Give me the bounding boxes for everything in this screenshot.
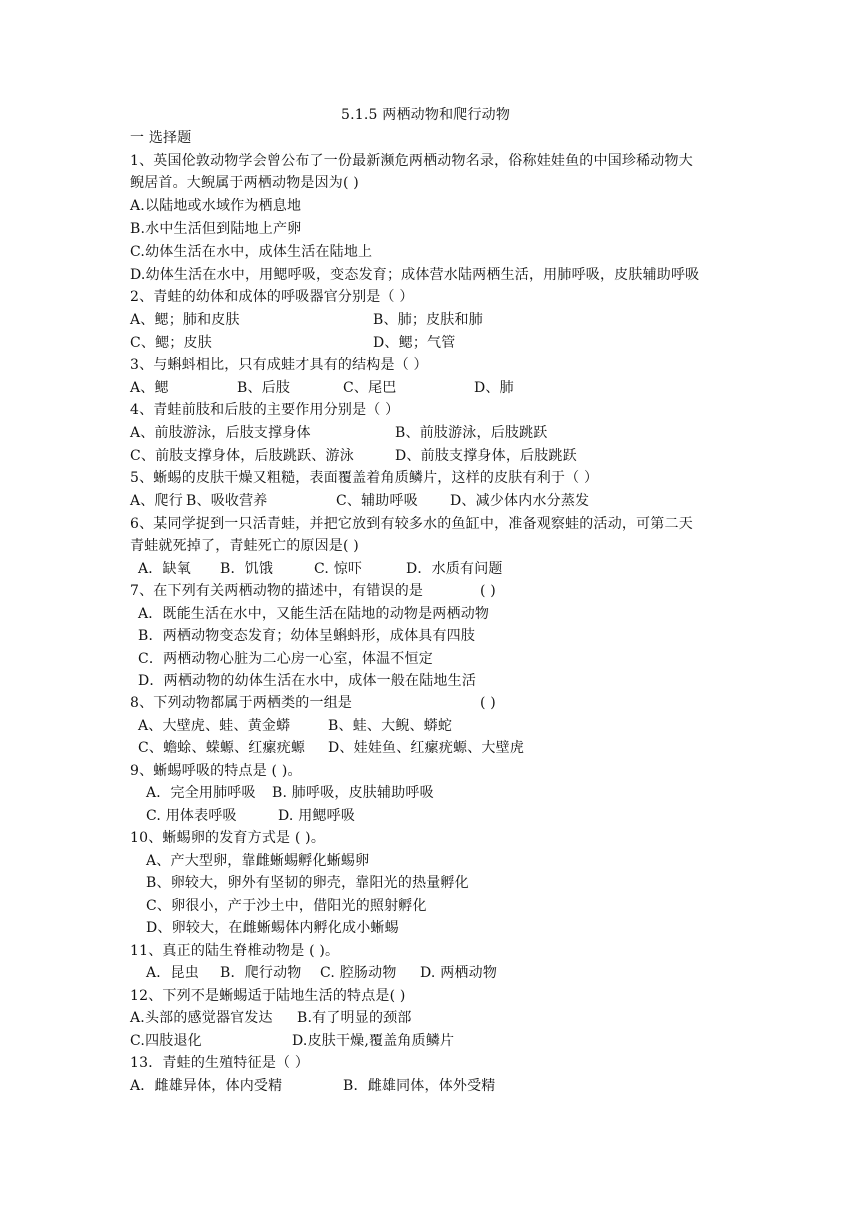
option-text: C. 用体表呼吸 <box>146 808 237 824</box>
option-text: A、鳃 <box>130 380 169 396</box>
option-text: C、蟾蜍、蝾螈、红瘰疣螈 <box>138 740 306 756</box>
option-text: D. 用鳃呼吸 <box>278 808 356 824</box>
option-text: B、吸收营养 <box>186 493 268 509</box>
option-text: B、前肢游泳，后肢跳跃 <box>395 425 548 441</box>
option-text: D. 两栖动物 <box>420 965 498 981</box>
question-line: 11、真正的陆生脊椎动物是 ( )。 <box>130 943 340 959</box>
question-line: 5、蜥蜴的皮肤干燥又粗糙，表面覆盖着角质鳞片，这样的皮肤有利于（ ） <box>130 470 599 486</box>
question-line: A.以陆地或水域作为栖息地 <box>130 198 302 214</box>
question-line: 鲵居首。大鲵属于两栖动物是因为( ) <box>130 175 359 191</box>
question-line: D、卵较大，在雌蜥蜴体内孵化成小蜥蜴 <box>146 920 399 936</box>
question-line: 12、下列不是蜥蜴适于陆地生活的特点是( ) <box>130 988 406 1004</box>
page-title: 5.1.5 两栖动物和爬行动物 <box>341 107 511 123</box>
question-line: C、卵很小，产于沙土中，借阳光的照射孵化 <box>146 898 427 914</box>
option-text: C. 惊吓 <box>314 561 363 577</box>
question-line: B、卵较大，卵外有坚韧的卵壳，靠阳光的热量孵化 <box>146 875 469 891</box>
question-line: 青蛙就死掉了，青蛙死亡的原因是( ) <box>130 538 359 554</box>
option-text: A．完全用肺呼吸 <box>146 785 256 801</box>
question-line: 9、蜥蜴呼吸的特点是 ( )。 <box>130 763 302 779</box>
option-text: C、鳃；皮肤 <box>130 335 212 351</box>
option-text: B．饥饿 <box>220 561 274 577</box>
option-text: B、蛙、大鲵、蟒蛇 <box>328 718 453 734</box>
question-line: 13．青蛙的生殖特征是（ ） <box>130 1055 310 1071</box>
question-line: C.幼体生活在水中，成体生活在陆地上 <box>130 244 373 260</box>
option-text: A、爬行 <box>130 493 183 509</box>
option-text: A．雌雄异体，体内受精 <box>130 1078 283 1094</box>
question-line: 4、青蛙前肢和后肢的主要作用分别是（ ） <box>130 402 400 418</box>
option-text: A、大壁虎、蛙、黄金蟒 <box>138 718 291 734</box>
question-line: B.水中生活但到陆地上产卵 <box>130 221 302 237</box>
option-text: B．雌雄同体，体外受精 <box>343 1078 496 1094</box>
option-text: A、鳃；肺和皮肤 <box>130 312 240 328</box>
question-line: D.幼体生活在水中，用鳃呼吸，变态发育；成体营水陆两栖生活，用肺呼吸，皮肤辅助呼吸 <box>130 267 700 283</box>
question-line: 2、青蛙的幼体和成体的呼吸器官分别是（ ） <box>130 289 414 305</box>
option-text: D.皮肤干燥,覆盖角质鳞片 <box>292 1033 455 1049</box>
option-text: A．昆虫 <box>146 965 199 981</box>
option-text: ( ) <box>480 695 496 711</box>
option-text: B、后肢 <box>237 380 291 396</box>
question-line: D．两栖动物的幼体生活在水中，成体一般在陆地生活 <box>138 673 477 689</box>
question-line: B．两栖动物变态发育；幼体呈蝌蚪形，成体具有四肢 <box>138 628 476 644</box>
option-text: C、尾巴 <box>343 380 397 396</box>
option-text: C. 腔肠动物 <box>320 965 397 981</box>
question-line: 1、英国伦敦动物学会曾公布了一份最新濒危两栖动物名录，俗称娃娃鱼的中国珍稀动物大 <box>130 153 693 169</box>
option-text: B．爬行动物 <box>220 965 302 981</box>
option-text: B. 肺呼吸，皮肤辅助呼吸 <box>272 785 434 801</box>
option-text: A．缺氧 <box>138 561 191 577</box>
question-line: C．两栖动物心脏为二心房一心室，体温不恒定 <box>138 651 433 667</box>
option-text: 8、下列动物都属于两栖类的一组是 <box>130 695 353 711</box>
question-line: 3、与蝌蚪相比，只有成蛙才具有的结构是（ ） <box>130 357 428 373</box>
option-text: 7、在下列有关两栖动物的描述中，有错误的是 <box>130 583 424 599</box>
section-heading: 一 选择题 <box>130 130 192 146</box>
option-text: D．水质有问题 <box>406 561 503 577</box>
question-line: 10、蜥蜴卵的发育方式是 ( )。 <box>130 830 326 846</box>
option-text: D、鳃；气管 <box>373 335 456 351</box>
option-text: C.四肢退化 <box>130 1033 202 1049</box>
option-text: C、辅助呼吸 <box>336 493 418 509</box>
option-text: A、前肢游泳，后肢支撑身体 <box>130 425 311 441</box>
option-text: D、娃娃鱼、红瘰疣螈、大壁虎 <box>328 740 525 756</box>
option-text: ( ) <box>480 583 496 599</box>
question-line: A、产大型卵，靠雌蜥蜴孵化蜥蜴卵 <box>146 853 370 869</box>
question-line: 6、某同学捉到一只活青蛙，并把它放到有较多水的鱼缸中，准备观察蛙的活动，可第二天 <box>130 516 693 532</box>
option-text: C、前肢支撑身体，后肢跳跃、游泳 <box>130 448 354 464</box>
option-text: D、肺 <box>474 380 514 396</box>
question-line: A．既能生活在水中，又能生活在陆地的动物是两栖动物 <box>138 606 490 622</box>
option-text: D、减少体内水分蒸发 <box>450 493 590 509</box>
option-text: B.有了明显的颈部 <box>297 1010 412 1026</box>
option-text: D、前肢支撑身体，后肢跳跃 <box>395 448 577 464</box>
option-text: B、肺；皮肤和肺 <box>373 312 483 328</box>
option-text: A.头部的感觉器官发达 <box>130 1010 273 1026</box>
